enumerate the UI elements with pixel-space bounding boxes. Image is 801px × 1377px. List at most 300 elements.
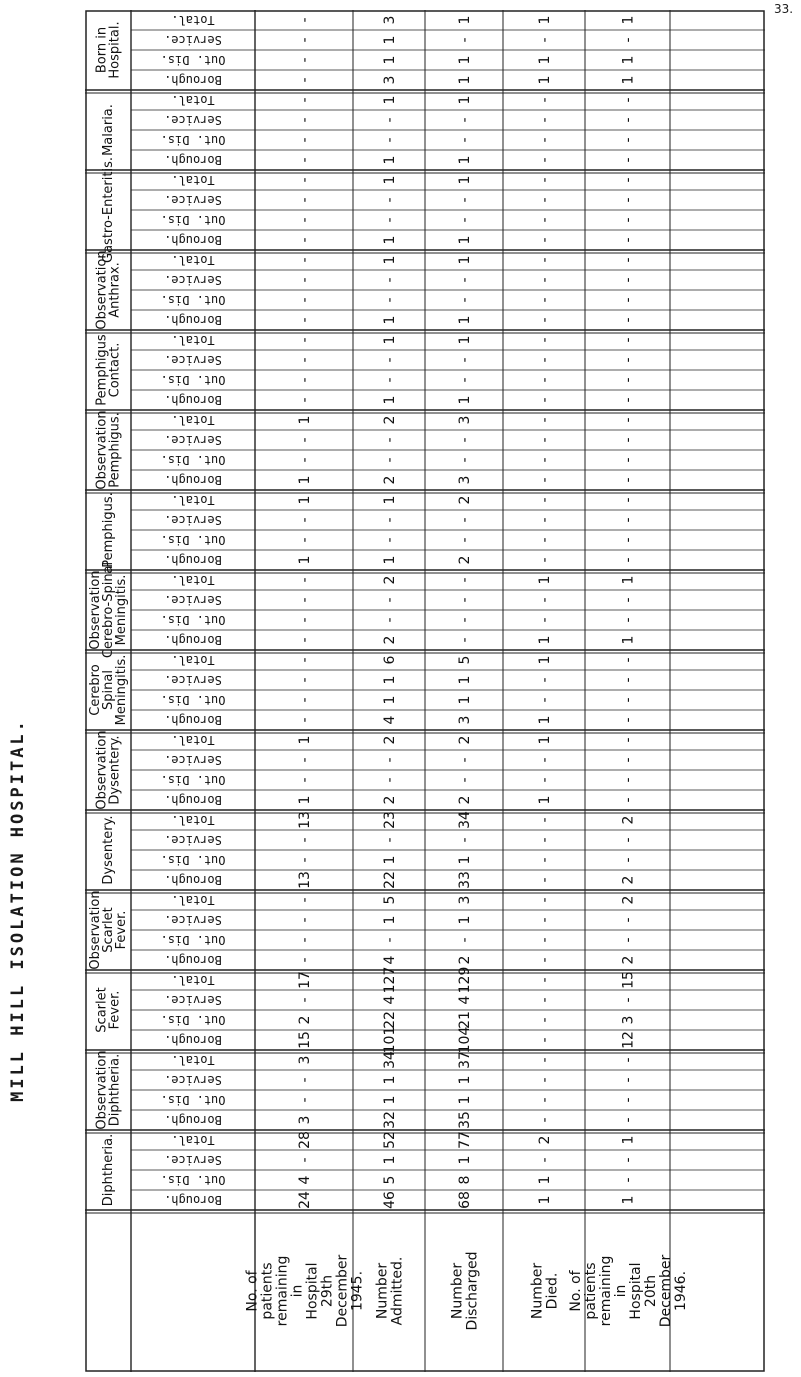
table-cell: 15	[620, 971, 637, 989]
group-label	[88, 562, 129, 658]
table-cell: 1	[457, 1155, 473, 1165]
table-cell: 1	[457, 395, 473, 405]
table-cell: -	[537, 317, 553, 323]
table-cell: -	[537, 517, 553, 523]
group-label	[88, 890, 129, 969]
sub-row-label: Out. Dis.	[160, 933, 226, 947]
group-label-line: Hospital.	[107, 21, 123, 79]
table-cell: -	[620, 1117, 637, 1123]
table-cell: 1	[382, 175, 398, 185]
table-cell: -	[457, 637, 473, 643]
table-cell: -	[537, 477, 553, 483]
group-label-line: Dysentery.	[101, 815, 116, 885]
group-label-line: Diphtheria.	[101, 1133, 116, 1207]
table-cell: -	[297, 1077, 313, 1083]
table-cell: -	[620, 97, 637, 103]
table-cell: -	[382, 517, 398, 523]
table-cell: -	[457, 537, 473, 543]
table-cell: 1	[457, 155, 473, 165]
table-cell: 2	[382, 635, 398, 645]
table-cell: 3	[620, 1015, 637, 1025]
table-cell: 3	[457, 715, 473, 725]
table-cell: -	[382, 137, 398, 143]
table-cell: -	[537, 817, 553, 823]
column-header-line: Died.	[544, 1272, 561, 1310]
table-cell: -	[382, 777, 398, 783]
column-header-line: in	[613, 1284, 629, 1298]
table-cell: -	[457, 137, 473, 143]
table-cell: -	[620, 537, 637, 543]
sub-row-label: Service.	[164, 433, 222, 447]
sub-row-label: Borough.	[164, 393, 222, 407]
table-cell: 1	[382, 915, 398, 925]
table-cell: -	[297, 117, 313, 123]
table-cell: 4	[382, 715, 398, 725]
table-cell: 4	[457, 995, 473, 1005]
table-cell: 1	[382, 675, 398, 685]
sub-row-label: Out. Dis.	[160, 213, 226, 227]
table-cell: -	[537, 177, 553, 183]
table-cell: -	[382, 197, 398, 203]
table-cell: 1	[382, 395, 398, 405]
table-cell: -	[620, 37, 637, 43]
table-cell: -	[457, 517, 473, 523]
group-label-line: Observation	[94, 730, 110, 810]
table-cell: -	[382, 617, 398, 623]
group-label-line: Anthrax.	[107, 262, 123, 318]
table-cell: 1	[620, 1195, 637, 1205]
table-cell: -	[620, 477, 637, 483]
table-cell: 1	[457, 915, 473, 925]
sub-row-label: Service.	[164, 193, 222, 207]
column-header-line: remaining	[598, 1255, 614, 1327]
sub-row-label: Total.	[171, 13, 215, 27]
sub-row-label: Service.	[164, 673, 222, 687]
table-cell: -	[537, 877, 553, 883]
column-header-line: December	[658, 1254, 674, 1328]
table-cell: 2	[620, 815, 637, 825]
table-cell: -	[537, 917, 553, 923]
table-cell: -	[297, 517, 313, 523]
sub-row-label: Out. Dis.	[160, 133, 226, 147]
table-cell: -	[620, 357, 637, 363]
table-cell: 2	[620, 895, 637, 905]
column-header-line: Number	[529, 1262, 546, 1320]
table-cell: 2	[457, 955, 473, 965]
table-cell: -	[297, 17, 313, 23]
table-cell: -	[297, 197, 313, 203]
table-cell: -	[537, 1157, 553, 1163]
table-cell: -	[382, 357, 398, 363]
table-cell: -	[297, 57, 313, 63]
table-cell: -	[537, 1057, 553, 1063]
sub-row-label: Service.	[164, 353, 222, 367]
group-label-line: Meningitis.	[114, 574, 129, 646]
table-cell: -	[457, 937, 473, 943]
table-cell: -	[297, 717, 313, 723]
table-cell: -	[620, 217, 637, 223]
table-cell: 52	[382, 1131, 398, 1149]
sub-row-label: Out. Dis.	[160, 533, 226, 547]
table-cell: 1	[620, 15, 637, 25]
sub-row-label: Borough.	[164, 953, 222, 967]
table-cell: -	[620, 617, 637, 623]
table-cell: 1	[297, 795, 313, 805]
table-cell: 46	[382, 1191, 398, 1209]
table-cell: 3	[382, 15, 398, 25]
sub-row-label: Borough.	[164, 793, 222, 807]
table-cell: -	[620, 257, 637, 263]
group-label	[101, 815, 116, 884]
table-cell: 32	[382, 1111, 398, 1129]
table-cell: -	[620, 697, 637, 703]
table-cell: 21	[457, 1011, 473, 1029]
table-cell: 34	[382, 1051, 398, 1069]
table-cell: -	[537, 157, 553, 163]
table-cell: 1	[457, 255, 473, 265]
table-cell: 1	[457, 855, 473, 865]
table-cell: -	[297, 537, 313, 543]
table-cell: 1	[620, 575, 637, 585]
table-cell: 1	[537, 655, 553, 665]
column-header	[375, 1257, 406, 1326]
table-cell: -	[537, 1077, 553, 1083]
table-cell: 3	[382, 75, 398, 85]
table-cell: 1	[537, 1175, 553, 1185]
table-cell: 2	[382, 735, 398, 745]
sub-row-label: Service.	[164, 833, 222, 847]
table-cell: 77	[457, 1131, 473, 1149]
table-cell: -	[297, 617, 313, 623]
table-cell: -	[537, 1037, 553, 1043]
column-header-line: Discharged	[464, 1251, 481, 1331]
table-cell: 13	[297, 871, 313, 889]
table-cell: -	[620, 1157, 637, 1163]
sub-row-label: Total.	[171, 973, 215, 987]
table-cell: -	[537, 937, 553, 943]
table-cell: -	[297, 1097, 313, 1103]
group-label	[101, 1134, 116, 1207]
group-label-line: Fever.	[114, 910, 129, 950]
table-cell: -	[620, 237, 637, 243]
table-cell: 2	[297, 1015, 313, 1025]
side-title: MILL HILL ISOLATION HOSPITAL.	[8, 718, 28, 1102]
sub-row-label: Borough.	[164, 1033, 222, 1047]
table-cell: -	[620, 337, 637, 343]
sub-row-label: Service.	[164, 593, 222, 607]
table-cell: -	[620, 377, 637, 383]
table-cell: -	[620, 277, 637, 283]
table-cell: 34	[457, 811, 473, 829]
table-cell: 6	[382, 655, 398, 665]
table-cell: 1	[620, 75, 637, 85]
table-cell: -	[537, 37, 553, 43]
table-cell: 2	[457, 495, 473, 505]
column-header-line: patients	[259, 1262, 276, 1320]
table-cell: -	[297, 757, 313, 763]
table-cell: -	[537, 297, 553, 303]
sub-row-label: Service.	[164, 753, 222, 767]
table-cell: 1	[457, 1075, 473, 1085]
table-cell: -	[537, 117, 553, 123]
table-cell: -	[457, 437, 473, 443]
table-cell: -	[297, 697, 313, 703]
table-cell: -	[537, 97, 553, 103]
table-cell: -	[620, 837, 637, 843]
sub-row-label: Borough.	[164, 633, 222, 647]
group-label	[88, 655, 129, 726]
table-cell: 1	[620, 1135, 637, 1145]
table-cell: -	[537, 237, 553, 243]
sub-row-label: Out. Dis.	[160, 613, 226, 627]
column-header	[530, 1263, 561, 1319]
table-cell: 5	[457, 655, 473, 665]
table-cell: -	[537, 777, 553, 783]
sub-row-label: Out. Dis.	[160, 1013, 226, 1027]
sub-row-label: Out. Dis.	[160, 293, 226, 307]
table-cell: 22	[382, 1011, 398, 1029]
table-cell: -	[537, 557, 553, 563]
table-cell: -	[457, 197, 473, 203]
sub-row-label: Borough.	[164, 1193, 222, 1207]
table-cell: -	[297, 357, 313, 363]
sub-row-label: Service.	[164, 33, 222, 47]
table-cell: -	[457, 457, 473, 463]
group-label	[95, 730, 123, 809]
group-label-line: Malaria.	[101, 104, 116, 156]
table-cell: 1	[382, 315, 398, 325]
table-cell: 127	[382, 966, 398, 994]
table-cell: 1	[297, 735, 313, 745]
table-cell: -	[457, 577, 473, 583]
table-cell: 15	[297, 1031, 313, 1049]
table-cell: -	[297, 237, 313, 243]
sub-row-label: Out. Dis.	[160, 1173, 226, 1187]
table-cell: 1	[457, 15, 473, 25]
table-cell: 28	[297, 1131, 313, 1149]
table-cell: -	[457, 837, 473, 843]
table-cell: -	[382, 457, 398, 463]
table-cell: -	[457, 757, 473, 763]
table-cell: -	[620, 137, 637, 143]
table-cell: -	[537, 417, 553, 423]
group-label-line: Observation	[94, 250, 110, 330]
table-cell: 4	[382, 995, 398, 1005]
sub-row-label: Total.	[171, 173, 215, 187]
table-cell: -	[457, 377, 473, 383]
column-header-line: Number	[449, 1262, 466, 1320]
table-cell: 17	[297, 971, 313, 989]
table-cell: 1	[382, 1095, 398, 1105]
table-cell: -	[457, 297, 473, 303]
table-cell: 3	[297, 1055, 313, 1065]
table-cell: -	[457, 597, 473, 603]
table-cell: -	[297, 77, 313, 83]
column-header	[450, 1251, 481, 1330]
sub-row-label: Borough.	[164, 153, 222, 167]
column-header-line: 20th	[643, 1274, 659, 1308]
column-header-line: 29th	[319, 1274, 336, 1308]
table-cell: 8	[457, 1175, 473, 1185]
table-cell: 1	[457, 235, 473, 245]
table-cell: -	[537, 697, 553, 703]
table-cell: -	[537, 857, 553, 863]
table-cell: -	[537, 257, 553, 263]
sub-row-label: Total.	[171, 93, 215, 107]
table-cell: 23	[382, 811, 398, 829]
table-cell: 68	[457, 1191, 473, 1209]
group-label	[95, 334, 123, 406]
table-cell: -	[537, 1097, 553, 1103]
column-header-line: patients	[583, 1262, 599, 1320]
statistics-table	[85, 10, 765, 1372]
table-cell: -	[297, 277, 313, 283]
table-cell: -	[537, 397, 553, 403]
table-cell: -	[537, 337, 553, 343]
table-cell: -	[297, 857, 313, 863]
table-cell: 1	[537, 1195, 553, 1205]
table-cell: -	[297, 397, 313, 403]
column-header-line: No. of	[244, 1270, 261, 1312]
column-header-line: Number	[374, 1262, 391, 1320]
table-cell: -	[620, 437, 637, 443]
group-label	[95, 21, 123, 78]
table-cell: 24	[297, 1191, 313, 1209]
group-label-line: Born in	[94, 26, 110, 74]
table-cell: 1	[382, 555, 398, 565]
table-cell: -	[537, 497, 553, 503]
table-cell: 1	[382, 1155, 398, 1165]
table-cell: -	[297, 297, 313, 303]
table-cell: -	[457, 217, 473, 223]
table-cell: 101	[382, 1026, 398, 1054]
table-cell: -	[537, 997, 553, 1003]
table-cell: 5	[382, 895, 398, 905]
table-cell: -	[297, 777, 313, 783]
sub-row-label: Borough.	[164, 553, 222, 567]
group-label-line: Scarlet	[94, 987, 110, 1033]
sub-row-label: Borough.	[164, 473, 222, 487]
table-cell: -	[537, 197, 553, 203]
table-cell: -	[620, 937, 637, 943]
column-header-line: 1946.	[673, 1270, 689, 1312]
table-cell: 1	[382, 35, 398, 45]
table-cell: -	[620, 1097, 637, 1103]
table-cell: -	[297, 917, 313, 923]
table-cell: -	[620, 597, 637, 603]
table-cell: 1	[457, 695, 473, 705]
group-label	[101, 157, 116, 263]
table-cell: -	[297, 597, 313, 603]
table-cell: -	[537, 537, 553, 543]
table-cell: -	[382, 277, 398, 283]
table-cell: -	[620, 557, 637, 563]
table-cell: 3	[457, 895, 473, 905]
table-cell: -	[620, 177, 637, 183]
sub-row-label: Service.	[164, 913, 222, 927]
table-cell: 22	[382, 871, 398, 889]
table-cell: -	[382, 297, 398, 303]
table-cell: -	[537, 277, 553, 283]
table-cell: 1	[537, 15, 553, 25]
sub-row-label: Service.	[164, 113, 222, 127]
sub-row-label: Out. Dis.	[160, 53, 226, 67]
table-cell: 2	[457, 555, 473, 565]
table-cell: 1	[382, 1075, 398, 1085]
table-cell: 1	[382, 235, 398, 245]
sub-row-label: Out. Dis.	[160, 853, 226, 867]
table-cell: 1	[457, 315, 473, 325]
sub-row-label: Service.	[164, 273, 222, 287]
table-cell: -	[620, 657, 637, 663]
sub-row-label: Borough.	[164, 73, 222, 87]
table-cell: -	[620, 457, 637, 463]
sub-row-label: Out. Dis.	[160, 773, 226, 787]
table-cell: -	[620, 1177, 637, 1183]
table-cell: 2	[382, 475, 398, 485]
table-cell: -	[620, 157, 637, 163]
group-label-line: Pemphigus	[94, 334, 110, 406]
table-cell: -	[537, 597, 553, 603]
table-cell: -	[297, 897, 313, 903]
table-cell: 1	[382, 55, 398, 65]
column-header-line: Hospital	[628, 1262, 644, 1320]
table-cell: 1	[457, 75, 473, 85]
table-cell: -	[297, 157, 313, 163]
table-cell: -	[620, 797, 637, 803]
sub-row-label: Out. Dis.	[160, 693, 226, 707]
table-cell: -	[297, 957, 313, 963]
table-cell: 1	[382, 855, 398, 865]
table-cell: -	[457, 117, 473, 123]
sub-row-label: Service.	[164, 1153, 222, 1167]
table-cell: 1	[537, 735, 553, 745]
table-cell: -	[382, 937, 398, 943]
table-cell: -	[297, 677, 313, 683]
sub-row-label: Total.	[171, 253, 215, 267]
table-cell: -	[537, 977, 553, 983]
group-label-line: Fever.	[107, 990, 123, 1030]
table-cell: 1	[382, 255, 398, 265]
table-cell: -	[537, 957, 553, 963]
table-cell: 35	[457, 1111, 473, 1129]
table-cell: -	[382, 597, 398, 603]
table-cell: -	[620, 397, 637, 403]
table-cell: -	[297, 1157, 313, 1163]
group-label-line: Observation	[94, 410, 110, 490]
column-header-line: 1945.	[349, 1270, 366, 1312]
group-label	[95, 1050, 123, 1129]
table-cell: 1	[382, 335, 398, 345]
table-cell: 1	[537, 575, 553, 585]
table-cell: 129	[457, 966, 473, 994]
table-cell: -	[620, 757, 637, 763]
table-cell: -	[297, 257, 313, 263]
sub-row-label: Total.	[171, 1053, 215, 1067]
table-cell: -	[620, 417, 637, 423]
page-number: 33.	[774, 2, 794, 16]
group-label-line: Dysentery.	[107, 735, 123, 805]
table-cell: -	[620, 317, 637, 323]
table-cell: 2	[382, 575, 398, 585]
table-cell: 33	[457, 871, 473, 889]
table-cell: -	[297, 317, 313, 323]
group-label-line: Meningitis.	[114, 654, 129, 726]
sub-row-label: Total.	[171, 493, 215, 507]
table-cell: 12	[620, 1031, 637, 1049]
table-cell: -	[620, 997, 637, 1003]
table-cell: -	[537, 677, 553, 683]
